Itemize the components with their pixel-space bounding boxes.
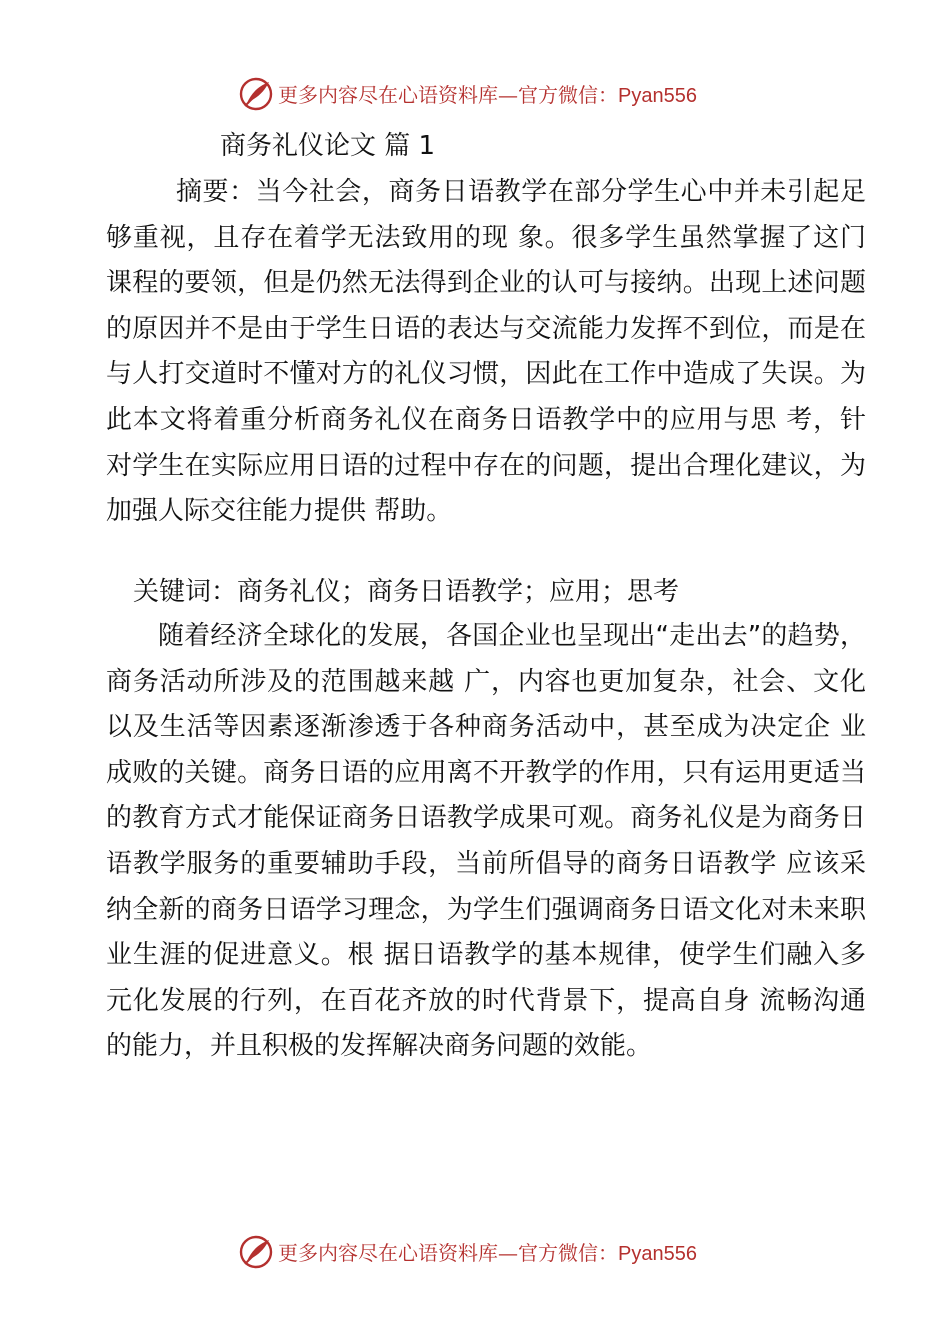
feather-pen-logo-icon <box>238 1234 274 1270</box>
keywords-line: 关键词：商务礼仪；商务日语教学；应用；思考 <box>133 577 680 607</box>
wechat-id: Pyan556 <box>618 85 697 107</box>
banner-text <box>278 1238 697 1268</box>
footer-banner <box>0 1232 950 1276</box>
header-banner <box>0 74 950 118</box>
wechat-id: Pyan556 <box>618 1243 697 1265</box>
banner-label: 更多内容尽在心语资料库—官方微信： <box>278 1241 618 1265</box>
document-title: 商务礼仪论文 篇 1 <box>220 131 436 161</box>
abstract-paragraph: 摘要：当今社会，商务日语教学在部分学生心中并未引起足够重视，且存在着学无法致用的现 象。很多学生虽然掌握了这门课程的要领，但是仍然无法得到企业的认可与接纳。出现上述问题 的原因并不是由于学生日语的表达与交流能力发挥不到位，而是在与人打交道时不懂对方的礼仪习惯，因此在工作中造成了失误。为此本文将着重分析商务礼仪在商务日语教学中的应用与思 考，针对学生在实际应用日语的过程中存在的问题，提出合理化建议，为加强人际交往能力提供 帮助。 <box>106 177 866 527</box>
banner-label: 更多内容尽在心语资料库—官方微信： <box>278 83 618 107</box>
banner-text <box>278 80 697 110</box>
body-paragraph: 随着经济全球化的发展，各国企业也呈现出“走出去”的趋势，商务活动所涉及的范围越来越 广，内容也更加复杂，社会、文化以及生活等因素逐渐渗透于各种商务活动中，甚至成为决定企 业成败的关键。商务日语的应用离不开教学的作用，只有运用更适当的教育方式才能保证商务日语教学成果可观。商务礼仪是为商务日语教学服务的重要辅助手段，当前所倡导的商务日语教学 应该采纳全新的商务日语学习理念，为学生们强调商务日语文化对未来职业生涯的促进意义。根 据日语教学的基本规律，使学生们融入多元化发展的行列，在百花齐放的时代背景下，提高自身 流畅沟通的能力，并且积极的发挥解决商务问题的效能。 <box>106 621 866 1062</box>
feather-pen-logo-icon <box>238 76 274 112</box>
